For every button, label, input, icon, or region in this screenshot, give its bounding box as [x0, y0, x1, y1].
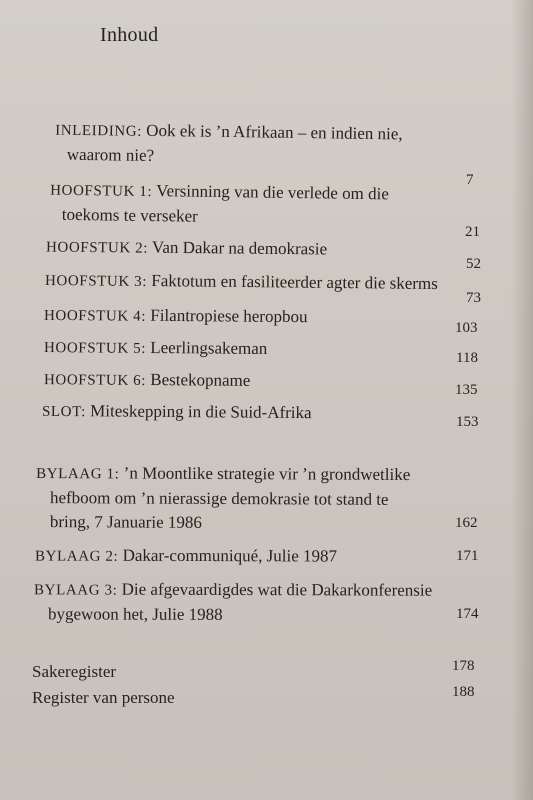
toc-page-number: 162: [455, 515, 478, 531]
toc-entry-hoofstuk-4: [44, 303, 308, 330]
toc-page-number: 118: [456, 350, 478, 366]
toc-page-number: 52: [466, 256, 481, 272]
toc-label: SLOT:: [41, 403, 86, 421]
toc-page-number: 7: [466, 172, 474, 188]
page-edge-shadow: [511, 0, 533, 800]
toc-entry-bylaag-3: [34, 577, 432, 627]
toc-entry-bylaag-1: [36, 461, 411, 536]
page-title: Inhoud: [100, 24, 159, 46]
toc-page-number: 153: [456, 414, 479, 430]
toc-title-line: Versinning van die verlede om die: [152, 181, 390, 204]
toc-title-line: hefboom om ’n nierassige demokrasie tot stand te: [49, 488, 389, 509]
toc-page-number: 21: [465, 224, 480, 240]
toc-page-number: 135: [455, 382, 478, 398]
toc-entry-hoofstuk-3: [45, 268, 438, 297]
toc-title-line: bygewoon het, Julie 1988: [47, 604, 223, 624]
toc-title-line: ’n Moontlike strategie vir ’n grondwetlike: [119, 463, 411, 484]
toc-title-line: Bestekopname: [145, 369, 251, 390]
toc-title-line: Leerlingsakeman: [145, 337, 268, 358]
toc-entry-bylaag-2: [35, 543, 337, 569]
toc-label: HOOFSTUK 6:: [43, 372, 147, 389]
toc-label: HOOFSTUK 1:: [50, 182, 153, 201]
toc-page-number: 188: [452, 684, 475, 700]
toc-page-number: 174: [456, 606, 479, 622]
toc-entry-inleiding: [55, 118, 403, 172]
toc-entry-hoofstuk-2: [46, 235, 327, 263]
toc-entry-slot: [42, 399, 312, 426]
toc-title-line: Filantropiese heropbou: [145, 305, 308, 327]
toc-title-line: toekoms te verseker: [61, 204, 198, 226]
toc-title-line: Miteskepping in die Suid-Afrika: [85, 401, 312, 423]
toc-page-number: 103: [455, 320, 478, 336]
toc-label: HOOFSTUK 2:: [45, 239, 149, 257]
toc-label: INLEIDING:: [55, 122, 143, 140]
toc-label: HOOFSTUK 5:: [43, 340, 147, 357]
toc-page-number: 73: [466, 290, 481, 306]
toc-label: BYLAAG 2:: [34, 548, 119, 565]
toc-entry-hoofstuk-6: [44, 367, 251, 394]
toc-title-line: Faktotum en fasiliteerder agter die skerms: [146, 271, 438, 294]
toc-title-line: Ook ek is ’n Afrikaan – en indien nie,: [141, 120, 403, 144]
toc-title-line: Van Dakar na demokrasie: [147, 237, 328, 259]
index-entry-sakeregister: Sakeregister: [32, 662, 117, 681]
toc-label: HOOFSTUK 3:: [44, 272, 148, 291]
toc-title-line: bring, 7 Januarie 1986: [49, 512, 202, 532]
toc-title-line: waarom nie?: [66, 144, 155, 165]
toc-page-number: 178: [452, 658, 475, 674]
toc-entry-hoofstuk-1: [50, 178, 389, 232]
index-entry-register-van-persone: Register van persone: [32, 688, 175, 707]
toc-page-number: 171: [456, 548, 479, 564]
toc-label: HOOFSTUK 4:: [43, 307, 147, 325]
toc-title-line: Die afgevaardigdes wat die Dakarkonferensie: [117, 579, 433, 600]
toc-entry-hoofstuk-5: [44, 335, 268, 362]
toc-title-line: Dakar-communiqué, Julie 1987: [118, 545, 338, 566]
toc-label: BYLAAG 1:: [36, 466, 120, 483]
toc-label: BYLAAG 3:: [34, 582, 118, 599]
